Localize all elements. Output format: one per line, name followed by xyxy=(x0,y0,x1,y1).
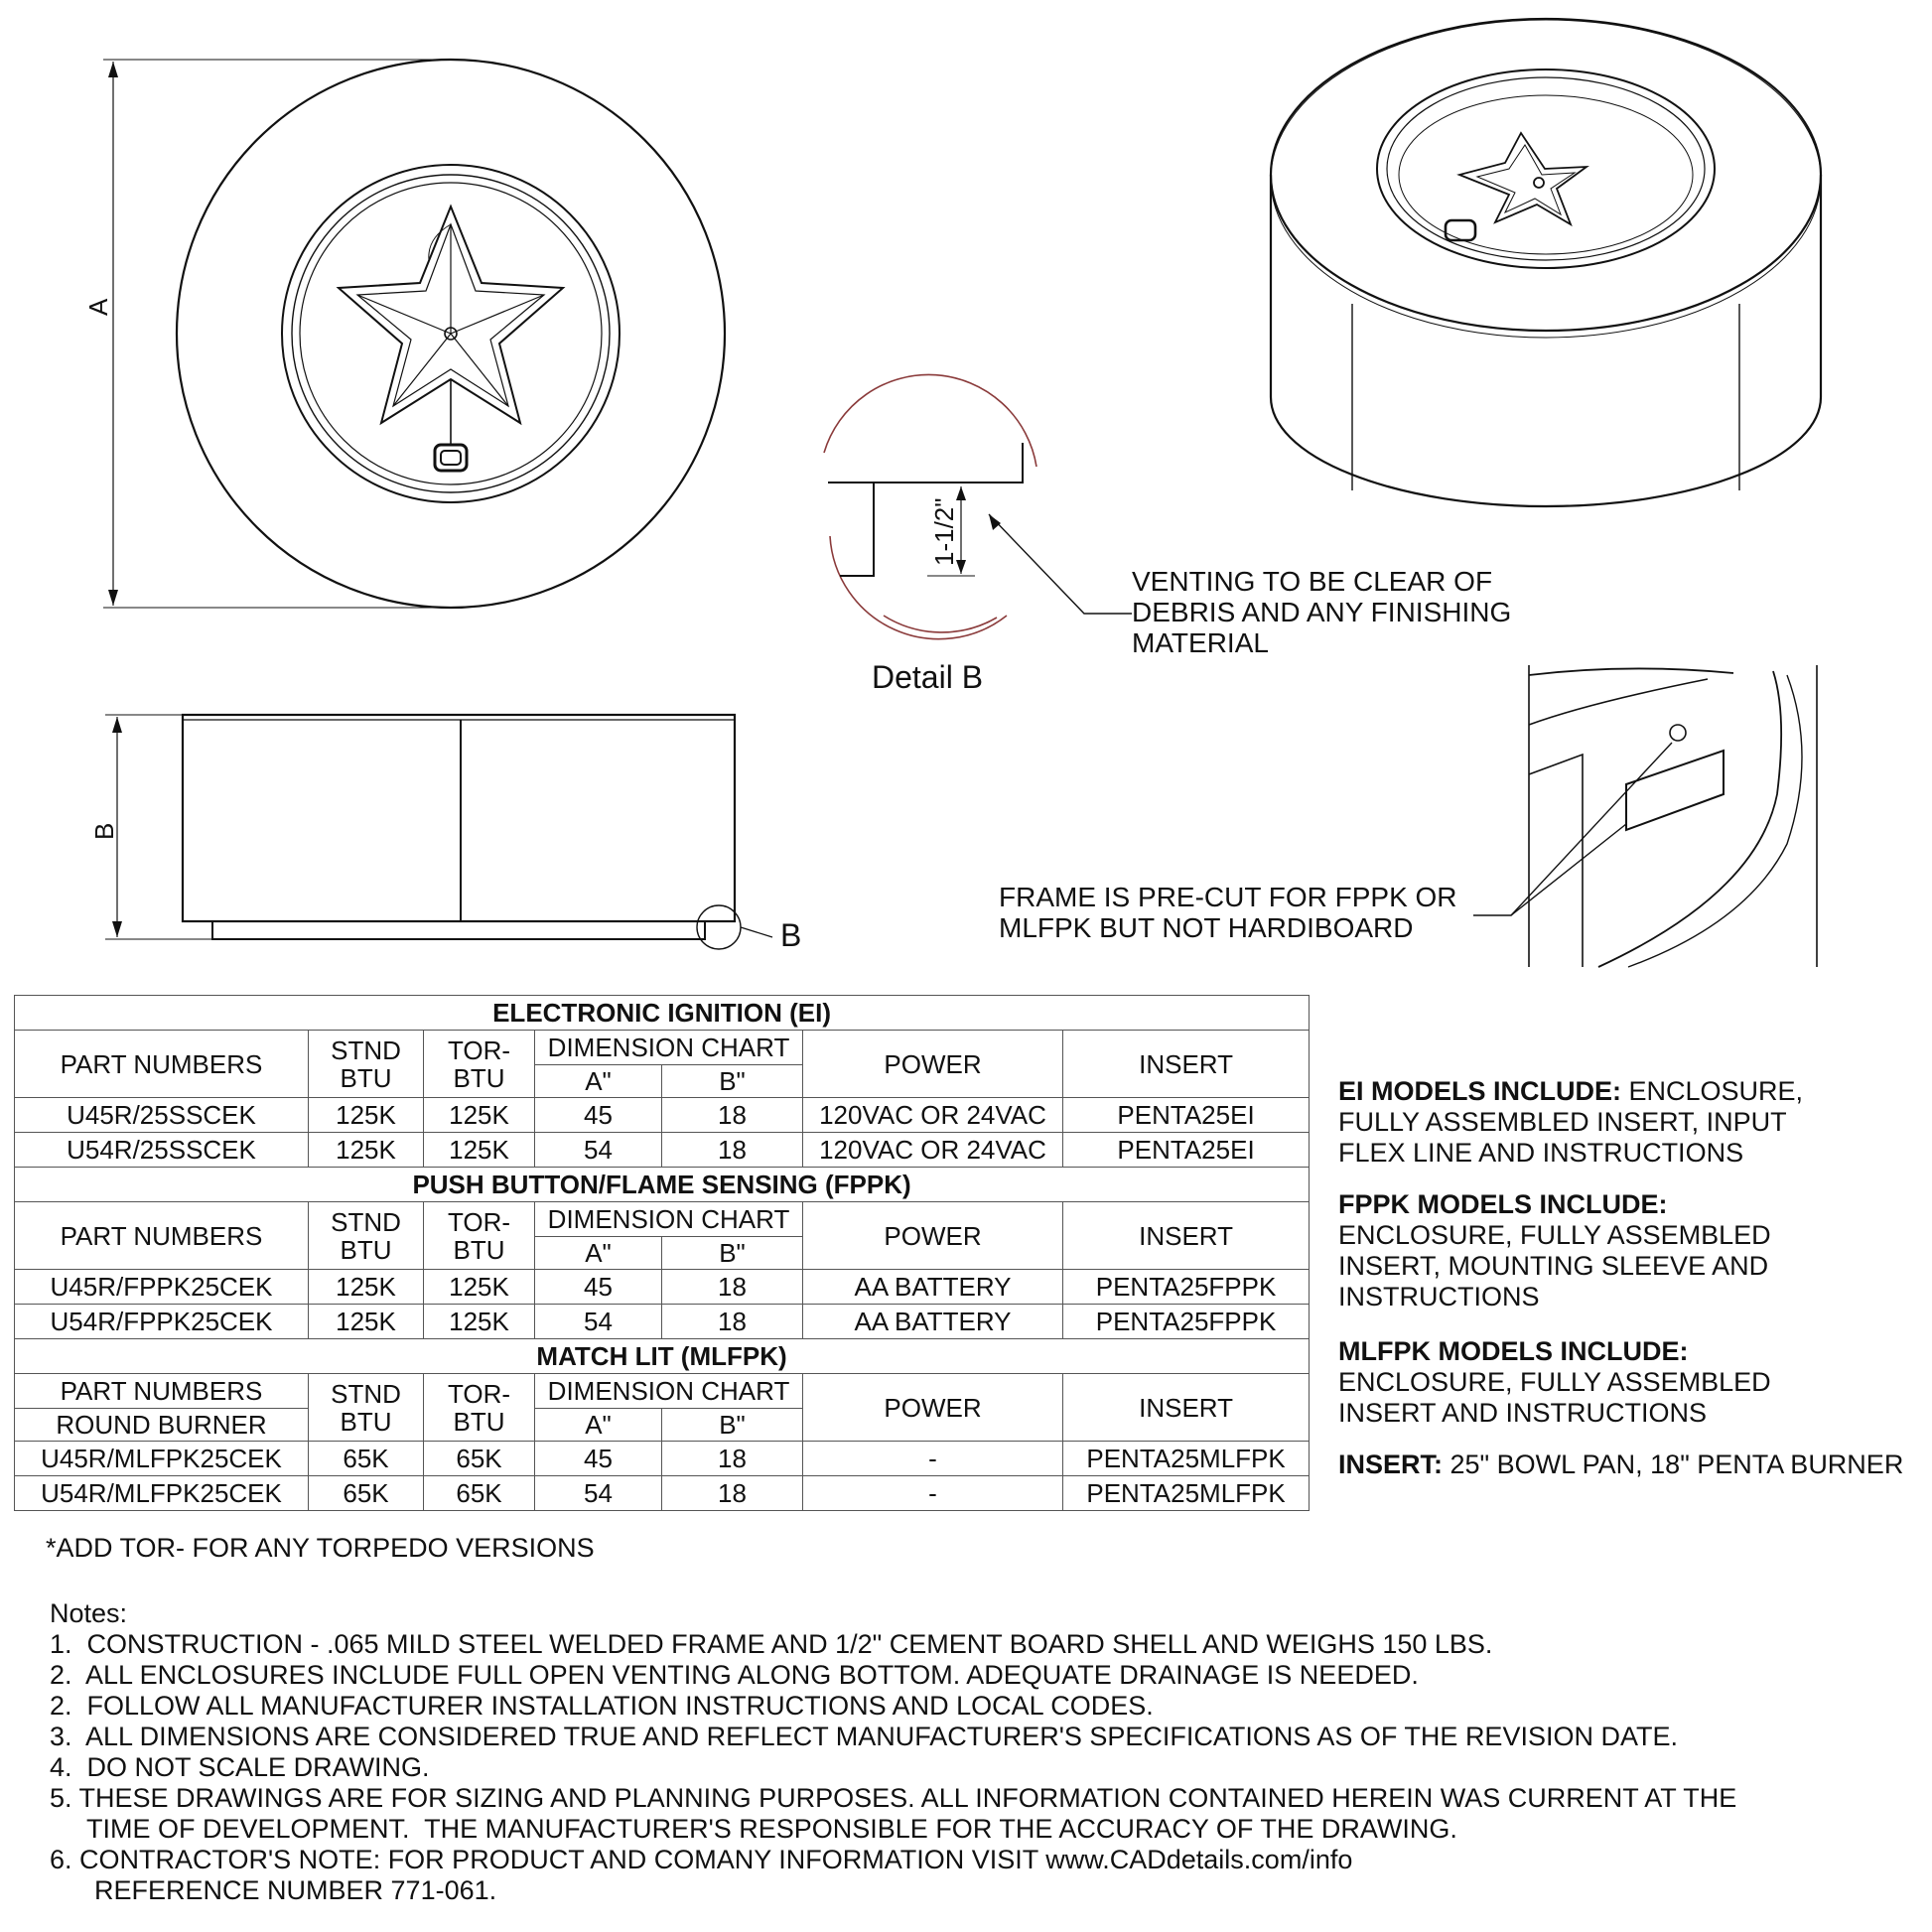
venting-note-line: DEBRIS AND ANY FINISHING xyxy=(1132,597,1512,627)
note-line: 6. CONTRACTOR'S NOTE: FOR PRODUCT AND COMANY INFORMATION VISIT www.CADdetails.com/info xyxy=(50,1845,1353,1874)
power-cell: AA BATTERY xyxy=(803,1305,1063,1339)
dim-b-cell: 18 xyxy=(662,1305,803,1339)
power-cell: AA BATTERY xyxy=(803,1270,1063,1305)
venting-note-line: MATERIAL xyxy=(1132,627,1269,658)
frame-detail xyxy=(1473,665,1817,967)
insert-text: 25" BOWL PAN, 18" PENTA BURNER xyxy=(1443,1449,1904,1479)
dimension-chart-header: DIMENSION CHART xyxy=(535,1202,803,1237)
mlfpk-includes-text: INSERT AND INSTRUCTIONS xyxy=(1338,1398,1708,1428)
dim-a-cell: 54 xyxy=(535,1305,662,1339)
dim-b-header: B" xyxy=(662,1237,803,1270)
insert-header: INSERT xyxy=(1063,1202,1310,1270)
insert-header: INSERT xyxy=(1063,1031,1310,1098)
tor-btu-cell: 65K xyxy=(424,1476,535,1511)
notes-title: Notes: xyxy=(50,1598,128,1628)
part-number-cell: U54R/25SSCEK xyxy=(15,1133,309,1168)
torpedo-footnote: *ADD TOR- FOR ANY TORPEDO VERSIONS xyxy=(46,1533,595,1563)
mlfpk-includes-text: ENCLOSURE, FULLY ASSEMBLED xyxy=(1338,1367,1771,1397)
dim-b-cell: 18 xyxy=(662,1270,803,1305)
fppk-includes-text: ENCLOSURE, FULLY ASSEMBLED xyxy=(1338,1220,1771,1250)
dim-a-cell: 45 xyxy=(535,1098,662,1133)
stnd-btu-header: STND BTU xyxy=(309,1031,424,1098)
part-numbers-header: PART NUMBERS xyxy=(15,1374,309,1409)
part-number-cell: U45R/25SSCEK xyxy=(15,1098,309,1133)
dim-b-cell: 18 xyxy=(662,1133,803,1168)
dim-a-cell: 45 xyxy=(535,1442,662,1476)
dim-b-cell: 18 xyxy=(662,1442,803,1476)
dim-a-cell: 54 xyxy=(535,1133,662,1168)
fppk-includes-heading: FPPK MODELS INCLUDE: xyxy=(1338,1189,1668,1219)
power-header: POWER xyxy=(803,1202,1063,1270)
part-numbers-header: PART NUMBERS xyxy=(15,1202,309,1270)
star-burner xyxy=(339,207,563,471)
stnd-btu-cell: 65K xyxy=(309,1476,424,1511)
table-row xyxy=(15,1305,1310,1339)
power-cell: 120VAC OR 24VAC xyxy=(803,1098,1063,1133)
section-title-fppk: PUSH BUTTON/FLAME SENSING (FPPK) xyxy=(15,1168,1310,1202)
detail-b xyxy=(824,374,1132,638)
side-elevation xyxy=(105,715,772,949)
note-line: 1. CONSTRUCTION - .065 MILD STEEL WELDED FRAME AND 1/2" CEMENT BOARD SHELL AND WEIGHS 150 LBS. xyxy=(50,1629,1493,1659)
note-line: 5. THESE DRAWINGS ARE FOR SIZING AND PLANNING PURPOSES. ALL INFORMATION CONTAINED HEREIN WAS CURRENT AT THE xyxy=(50,1783,1737,1813)
insert-description xyxy=(1338,1449,1903,1480)
venting-note xyxy=(1132,566,1511,658)
mlfpk-includes xyxy=(1338,1336,1771,1429)
table-row xyxy=(15,1442,1310,1476)
fppk-includes-text: INSERT, MOUNTING SLEEVE AND xyxy=(1338,1251,1769,1281)
insert-header: INSERT xyxy=(1063,1374,1310,1442)
dim-b-header: B" xyxy=(662,1409,803,1442)
note-line: TIME OF DEVELOPMENT. THE MANUFACTURER'S RESPONSIBLE FOR THE ACCURACY OF THE DRAWING. xyxy=(50,1814,1457,1844)
table-row xyxy=(15,1476,1310,1511)
part-number-cell: U45R/FPPK25CEK xyxy=(15,1270,309,1305)
tor-btu-header: TOR- BTU xyxy=(424,1031,535,1098)
mlfpk-includes-heading: MLFPK MODELS INCLUDE: xyxy=(1338,1336,1689,1366)
frame-note-line: MLFPK BUT NOT HARDIBOARD xyxy=(999,912,1414,943)
dim-b-cell: 18 xyxy=(662,1476,803,1511)
dim-b-cell: 18 xyxy=(662,1098,803,1133)
dim-b-header: B" xyxy=(662,1065,803,1098)
dimension-b-label: B xyxy=(89,822,119,840)
notes-block xyxy=(50,1598,1736,1906)
insert-cell: PENTA25EI xyxy=(1063,1098,1310,1133)
detail-title: Detail B xyxy=(872,659,984,695)
stnd-btu-cell: 125K xyxy=(309,1133,424,1168)
note-line: 2. FOLLOW ALL MANUFACTURER INSTALLATION INSTRUCTIONS AND LOCAL CODES. xyxy=(50,1691,1154,1721)
stnd-btu-cell: 125K xyxy=(309,1098,424,1133)
top-view xyxy=(103,60,725,608)
note-line: 4. DO NOT SCALE DRAWING. xyxy=(50,1752,430,1782)
table-row xyxy=(15,1270,1310,1305)
ei-includes xyxy=(1338,1076,1803,1169)
tor-btu-cell: 125K xyxy=(424,1305,535,1339)
frame-note xyxy=(999,882,1457,943)
detail-callout-label: B xyxy=(780,917,802,953)
dim-a-header: A" xyxy=(535,1237,662,1270)
insert-heading: INSERT: xyxy=(1338,1449,1444,1479)
part-number-cell: U54R/FPPK25CEK xyxy=(15,1305,309,1339)
part-number-cell: U54R/MLFPK25CEK xyxy=(15,1476,309,1511)
insert-cell: PENTA25FPPK xyxy=(1063,1270,1310,1305)
venting-note-line: VENTING TO BE CLEAR OF xyxy=(1132,566,1493,597)
ei-includes-text: FLEX LINE AND INSTRUCTIONS xyxy=(1338,1138,1744,1168)
note-line: 3. ALL DIMENSIONS ARE CONSIDERED TRUE AND REFLECT MANUFACTURER'S SPECIFICATIONS AS OF THE REVISION DATE. xyxy=(50,1722,1678,1751)
insert-cell: PENTA25EI xyxy=(1063,1133,1310,1168)
stnd-btu-cell: 65K xyxy=(309,1442,424,1476)
dim-a-cell: 45 xyxy=(535,1270,662,1305)
stnd-btu-header: STND BTU xyxy=(309,1202,424,1270)
section-title-ei: ELECTRONIC IGNITION (EI) xyxy=(15,996,1310,1031)
stnd-btu-cell: 125K xyxy=(309,1270,424,1305)
dimension-a-label: A xyxy=(83,298,113,316)
power-cell: - xyxy=(803,1442,1063,1476)
power-cell: 120VAC OR 24VAC xyxy=(803,1133,1063,1168)
stnd-btu-cell: 125K xyxy=(309,1305,424,1339)
ei-includes-text: ENCLOSURE, xyxy=(1621,1076,1804,1106)
insert-cell: PENTA25FPPK xyxy=(1063,1305,1310,1339)
table-row xyxy=(15,1098,1310,1133)
power-header: POWER xyxy=(803,1031,1063,1098)
spec-table xyxy=(14,995,1310,1511)
table-row xyxy=(15,1133,1310,1168)
fppk-includes xyxy=(1338,1189,1771,1312)
dimension-chart-header: DIMENSION CHART xyxy=(535,1374,803,1409)
dim-a-header: A" xyxy=(535,1065,662,1098)
frame-note-line: FRAME IS PRE-CUT FOR FPPK OR xyxy=(999,882,1457,912)
tor-btu-cell: 125K xyxy=(424,1098,535,1133)
ei-includes-heading: EI MODELS INCLUDE: xyxy=(1338,1076,1622,1106)
detail-dimension-label: 1-1/2" xyxy=(929,497,959,566)
tor-btu-cell: 65K xyxy=(424,1442,535,1476)
note-line: 2. ALL ENCLOSURES INCLUDE FULL OPEN VENTING ALONG BOTTOM. ADEQUATE DRAINAGE IS NEEDED. xyxy=(50,1660,1419,1690)
insert-cell: PENTA25MLFPK xyxy=(1063,1442,1310,1476)
tor-btu-header: TOR- BTU xyxy=(424,1374,535,1442)
power-cell: - xyxy=(803,1476,1063,1511)
tor-btu-header: TOR- BTU xyxy=(424,1202,535,1270)
fppk-includes-text: INSTRUCTIONS xyxy=(1338,1282,1540,1311)
power-header: POWER xyxy=(803,1374,1063,1442)
iso-star-burner xyxy=(1446,133,1587,240)
note-line: REFERENCE NUMBER 771-061. xyxy=(50,1875,497,1905)
part-number-cell: U45R/MLFPK25CEK xyxy=(15,1442,309,1476)
tor-btu-cell: 125K xyxy=(424,1270,535,1305)
part-numbers-header: PART NUMBERS xyxy=(15,1031,309,1098)
dim-a-cell: 54 xyxy=(535,1476,662,1511)
dimension-chart-header: DIMENSION CHART xyxy=(535,1031,803,1065)
round-burner-header: ROUND BURNER xyxy=(15,1409,309,1442)
section-title-mlfpk: MATCH LIT (MLFPK) xyxy=(15,1339,1310,1374)
stnd-btu-header: STND BTU xyxy=(309,1374,424,1442)
dim-a-header: A" xyxy=(535,1409,662,1442)
insert-cell: PENTA25MLFPK xyxy=(1063,1476,1310,1511)
isometric-view xyxy=(1271,19,1821,506)
ei-includes-text: FULLY ASSEMBLED INSERT, INPUT xyxy=(1338,1107,1787,1137)
tor-btu-cell: 125K xyxy=(424,1133,535,1168)
